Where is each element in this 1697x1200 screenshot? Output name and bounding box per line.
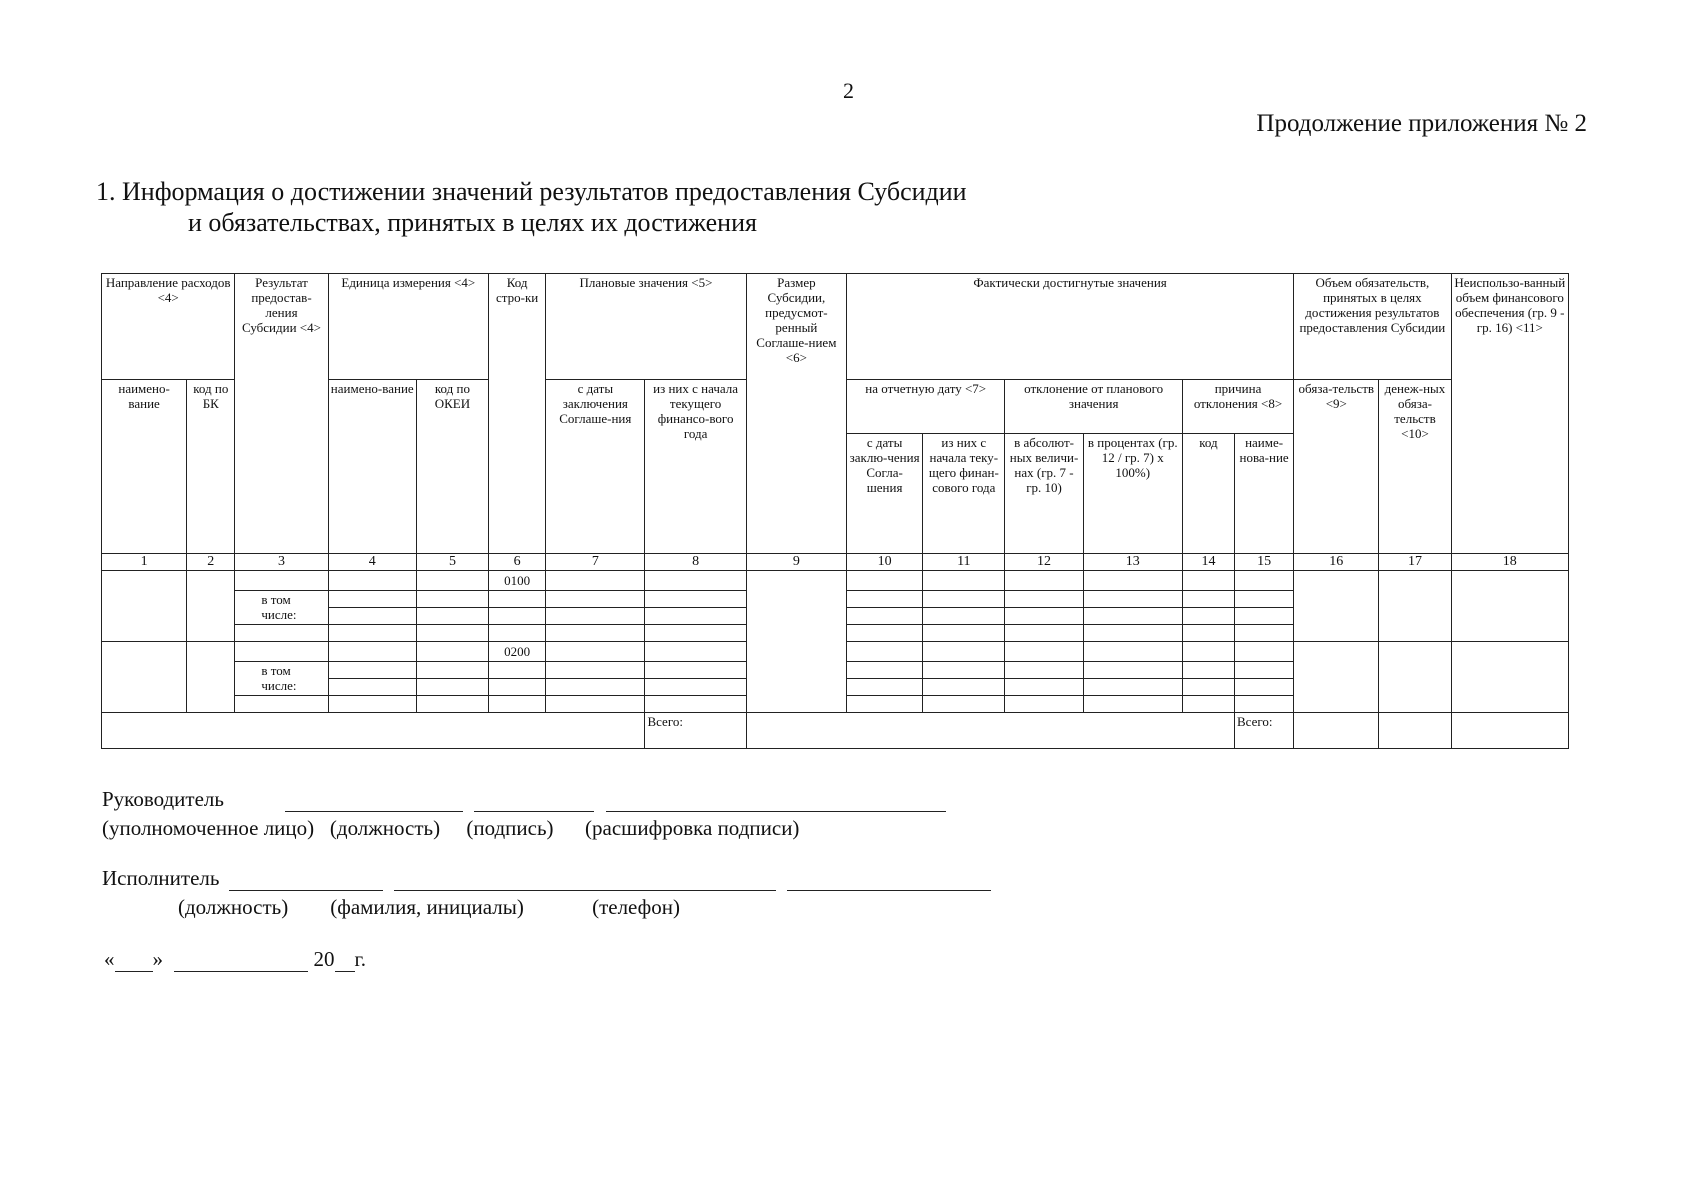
table-cell[interactable] — [102, 571, 187, 642]
header-planned-from-year: из них с начала текущего финансо-вого года — [645, 380, 746, 554]
head-position-line[interactable] — [285, 789, 463, 812]
table-cell[interactable] — [416, 591, 488, 608]
table-cell[interactable] — [235, 696, 328, 713]
table-cell[interactable] — [546, 662, 645, 679]
table-cell[interactable] — [328, 696, 416, 713]
header-direction-name: наимено-вание — [102, 380, 187, 554]
table-cell[interactable] — [1182, 625, 1234, 642]
table-cell[interactable] — [923, 662, 1005, 679]
table-cell — [102, 713, 645, 749]
table-cell[interactable] — [416, 642, 488, 662]
col-num: 15 — [1235, 554, 1294, 571]
executor-signature-block — [102, 865, 991, 891]
table-cell[interactable] — [923, 696, 1005, 713]
table-cell[interactable] — [1235, 642, 1294, 662]
table-cell[interactable] — [1005, 679, 1083, 696]
executor-caption: (должность) (фамилия, инициалы) (телефон) — [178, 895, 680, 919]
table-cell[interactable] — [1182, 679, 1234, 696]
col-num: 4 — [328, 554, 416, 571]
head-signature-line[interactable] — [474, 789, 594, 812]
table-cell[interactable] — [847, 679, 923, 696]
table-cell[interactable] — [235, 642, 328, 662]
header-unit-name: наимено-вание — [328, 380, 416, 554]
table-cell[interactable] — [489, 679, 546, 696]
table-cell[interactable] — [645, 591, 746, 608]
table-cell[interactable] — [1182, 608, 1234, 625]
col-num: 18 — [1451, 554, 1568, 571]
header-reason-name: наиме-нова-ние — [1235, 434, 1294, 554]
col-num: 6 — [489, 554, 546, 571]
section-title-line2: и обязательствах, принятых в целях их достижения — [188, 208, 757, 237]
table-cell[interactable] — [1182, 642, 1234, 662]
header-obligations-9: обяза-тельств <9> — [1294, 380, 1379, 554]
table-cell[interactable] — [1083, 591, 1182, 608]
col-num: 3 — [235, 554, 328, 571]
header-report-date: на отчетную дату <7> — [847, 380, 1005, 434]
header-reason-code: код — [1182, 434, 1234, 554]
header-subsidy-size: Размер Субсидии, предусмот-ренный Соглаше-нием <6> — [746, 274, 846, 554]
table-cell[interactable] — [489, 625, 546, 642]
table-cell[interactable] — [1083, 571, 1182, 591]
table-cell[interactable] — [328, 679, 416, 696]
table-cell[interactable] — [416, 662, 488, 679]
header-okei: код по ОКЕИ — [416, 380, 488, 554]
table-cell[interactable] — [546, 679, 645, 696]
table-cell[interactable] — [1005, 591, 1083, 608]
table-cell[interactable] — [1005, 625, 1083, 642]
table-cell[interactable] — [489, 662, 546, 679]
table-cell[interactable] — [1005, 696, 1083, 713]
header-direction: Направление расходов <4> — [102, 274, 235, 380]
table-cell[interactable] — [1005, 662, 1083, 679]
table-cell[interactable] — [1451, 642, 1568, 713]
col-num: 2 — [187, 554, 235, 571]
total-left-label: Всего: — [645, 713, 746, 749]
table-cell[interactable] — [1182, 696, 1234, 713]
table-cell[interactable] — [187, 571, 235, 642]
table-cell[interactable] — [1235, 662, 1294, 679]
table-cell[interactable] — [1182, 591, 1234, 608]
table-cell[interactable] — [546, 696, 645, 713]
table-cell[interactable] — [1005, 642, 1083, 662]
table-cell[interactable] — [746, 571, 846, 713]
header-monetary-10: денеж-ных обяза-тельств <10> — [1379, 380, 1451, 554]
line-code-0100: 0100 — [489, 571, 546, 591]
table-cell[interactable] — [1083, 679, 1182, 696]
col-num: 9 — [746, 554, 846, 571]
total-actual-cell[interactable] — [746, 713, 1234, 749]
header-unit: Единица измерения <4> — [328, 274, 488, 380]
table-cell[interactable] — [1005, 608, 1083, 625]
total-right-label: Всего: — [1235, 713, 1294, 749]
col-num: 12 — [1005, 554, 1083, 571]
table-cell[interactable] — [1294, 642, 1379, 713]
table-cell[interactable] — [1235, 625, 1294, 642]
header-deviation: отклонение от планового значения — [1005, 380, 1182, 434]
col-num: 11 — [923, 554, 1005, 571]
table-cell[interactable] — [416, 608, 488, 625]
table-cell[interactable] — [645, 696, 746, 713]
header-obligations: Объем обязательств, принятых в целях достижения результатов предоставления Субсидии — [1294, 274, 1451, 380]
total-unused-cell[interactable] — [1451, 713, 1568, 749]
table-cell[interactable] — [235, 625, 328, 642]
head-name-line[interactable] — [606, 789, 946, 812]
date-year-line[interactable] — [335, 949, 355, 972]
table-cell[interactable] — [923, 608, 1005, 625]
table-cell[interactable] — [328, 625, 416, 642]
table-cell[interactable] — [923, 571, 1005, 591]
executor-position-line[interactable] — [229, 868, 383, 891]
header-result: Результат предостав-ления Субсидии <4> — [235, 274, 328, 554]
table-cell[interactable] — [546, 625, 645, 642]
table-cell[interactable] — [1235, 591, 1294, 608]
col-num: 5 — [416, 554, 488, 571]
table-cell[interactable] — [416, 679, 488, 696]
col-num: 8 — [645, 554, 746, 571]
head-signature-block — [102, 786, 946, 812]
table-cell[interactable] — [328, 571, 416, 591]
table-cell[interactable] — [645, 642, 746, 662]
including-label: в том числе: — [235, 662, 328, 696]
including-label: в том числе: — [235, 591, 328, 625]
table-cell[interactable] — [645, 571, 746, 591]
table-cell[interactable] — [328, 608, 416, 625]
header-deviation-pct: в процентах (гр. 12 / гр. 7) х 100%) — [1083, 434, 1182, 554]
section-title-line1: 1. Информация о достижении значений результатов предоставления Субсидии — [96, 177, 967, 206]
table-cell[interactable] — [923, 625, 1005, 642]
table-cell[interactable] — [1182, 662, 1234, 679]
table-cell[interactable] — [847, 662, 923, 679]
executor-name-line[interactable] — [394, 868, 776, 891]
table-cell[interactable] — [102, 642, 187, 713]
header-bk-code: код по БК — [187, 380, 235, 554]
table-cell[interactable] — [1235, 608, 1294, 625]
date-close-quote: » — [152, 947, 163, 971]
table-cell[interactable] — [847, 591, 923, 608]
table-cell[interactable] — [416, 571, 488, 591]
table-cell[interactable] — [1379, 571, 1451, 642]
table-cell[interactable] — [1235, 679, 1294, 696]
table-cell[interactable] — [235, 571, 328, 591]
table-cell[interactable] — [847, 608, 923, 625]
header-reason: причина отклонения <8> — [1182, 380, 1293, 434]
table-cell[interactable] — [1083, 608, 1182, 625]
table-cell[interactable] — [546, 571, 645, 591]
header-deviation-abs: в абсолют-ных величи-нах (гр. 7 - гр. 10) — [1005, 434, 1083, 554]
date-day-line[interactable] — [115, 949, 153, 972]
table-cell[interactable] — [489, 696, 546, 713]
line-code-0200: 0200 — [489, 642, 546, 662]
table-cell[interactable] — [645, 625, 746, 642]
header-unused: Неиспользо-ванный объем финансового обеспечения (гр. 9 - гр. 16) <11> — [1451, 274, 1568, 554]
executor-label: Исполнитель — [102, 866, 220, 890]
table-cell[interactable] — [546, 591, 645, 608]
col-num: 16 — [1294, 554, 1379, 571]
table-cell[interactable] — [1083, 625, 1182, 642]
table-cell[interactable] — [416, 625, 488, 642]
header-report-from-year: из них с начала теку-щего финан-сового года — [923, 434, 1005, 554]
table-cell[interactable] — [187, 642, 235, 713]
table-cell[interactable] — [1235, 696, 1294, 713]
table-cell[interactable] — [1294, 571, 1379, 642]
table-cell[interactable] — [1182, 571, 1234, 591]
table-cell[interactable] — [1235, 571, 1294, 591]
head-caption: (уполномоченное лицо) (должность) (подпись) (расшифровка подписи) — [102, 816, 800, 840]
head-label: Руководитель — [102, 787, 224, 811]
executor-phone-line[interactable] — [787, 868, 991, 891]
table-cell[interactable] — [1083, 642, 1182, 662]
col-num: 13 — [1083, 554, 1182, 571]
table-cell[interactable] — [645, 608, 746, 625]
appendix-continuation: Продолжение приложения № 2 — [1256, 110, 1587, 137]
table-cell[interactable] — [1083, 696, 1182, 713]
table-cell[interactable] — [328, 642, 416, 662]
table-cell[interactable] — [546, 608, 645, 625]
table-cell[interactable] — [847, 696, 923, 713]
table-cell[interactable] — [1379, 642, 1451, 713]
table-cell[interactable] — [923, 642, 1005, 662]
page-number: 2 — [843, 78, 854, 103]
header-planned: Плановые значения <5> — [546, 274, 747, 380]
table-cell[interactable] — [328, 662, 416, 679]
date-open-quote: « — [104, 947, 115, 971]
table-cell[interactable] — [847, 571, 923, 591]
date-block — [104, 946, 366, 972]
col-num: 17 — [1379, 554, 1451, 571]
report-table — [101, 273, 1569, 749]
date-month-line[interactable] — [174, 949, 308, 972]
date-year-prefix: 20 — [313, 947, 335, 971]
table-cell[interactable] — [416, 696, 488, 713]
col-num: 1 — [102, 554, 187, 571]
total-obligations-cell[interactable] — [1294, 713, 1379, 749]
table-cell[interactable] — [847, 625, 923, 642]
section-title — [96, 176, 967, 238]
header-report-from-date: с даты заклю-чения Согла-шения — [847, 434, 923, 554]
table-cell[interactable] — [923, 679, 1005, 696]
col-num: 7 — [546, 554, 645, 571]
header-line-code: Код стро-ки — [489, 274, 546, 554]
col-num: 14 — [1182, 554, 1234, 571]
table-cell[interactable] — [1005, 571, 1083, 591]
header-actual: Фактически достигнутые значения — [847, 274, 1294, 380]
header-planned-from-date: с даты заключения Соглаше-ния — [546, 380, 645, 554]
table-cell[interactable] — [645, 679, 746, 696]
table-cell[interactable] — [645, 662, 746, 679]
table-cell[interactable] — [489, 608, 546, 625]
table-cell[interactable] — [1083, 662, 1182, 679]
date-year-suffix: г. — [354, 947, 366, 971]
col-num: 10 — [847, 554, 923, 571]
table-cell[interactable] — [923, 591, 1005, 608]
table-cell[interactable] — [328, 591, 416, 608]
table-cell[interactable] — [847, 642, 923, 662]
total-monetary-cell[interactable] — [1379, 713, 1451, 749]
table-cell[interactable] — [1451, 571, 1568, 642]
table-cell[interactable] — [546, 642, 645, 662]
table-cell[interactable] — [489, 591, 546, 608]
